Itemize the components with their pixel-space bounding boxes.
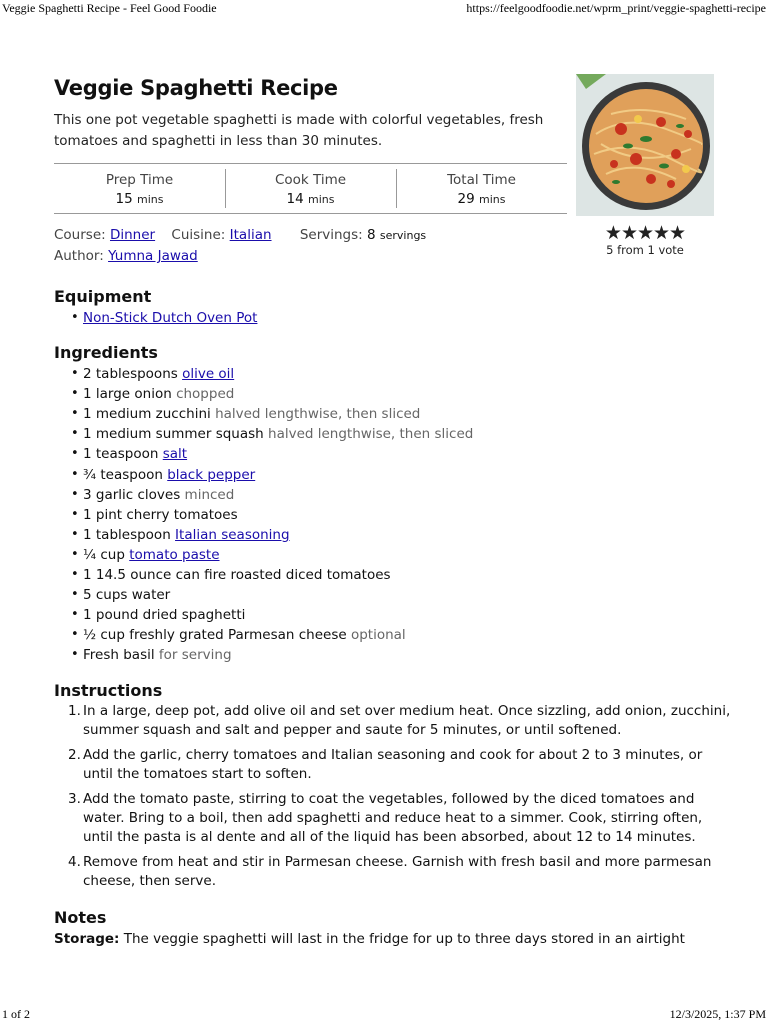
rating-text: 5 from 1 vote — [606, 243, 684, 257]
print-page-url: https://feelgoodfoodie.net/wprm_print/veggie-spaghetti-recipe — [466, 1, 766, 15]
cuisine-link[interactable]: Italian — [229, 227, 272, 243]
prep-time-label: Prep Time — [105, 172, 174, 188]
ingredient-text: 1 14.5 ounce can fire roasted diced tomatoes — [83, 567, 391, 584]
ingredient-text: 2 tablespoons — [83, 366, 183, 383]
print-datetime: 12/3/2025, 1:37 PM — [669, 1007, 766, 1021]
ingredient-text: 1 pound dried spaghetti — [83, 607, 246, 624]
ingredient-item — [54, 384, 734, 404]
prep-time-unit: mins — [137, 193, 164, 206]
ingredient-text: ½ cup freshly grated Parmesan cheese — [83, 627, 347, 644]
step-number: 3. — [68, 790, 81, 807]
total-time-label: Total Time — [447, 172, 516, 188]
ingredient-text: 1 tablespoon — [83, 526, 176, 543]
ingredient-item — [54, 364, 734, 384]
ingredient-note: halved lengthwise, then sliced — [215, 406, 421, 423]
recipe-title: Veggie Spaghetti Recipe — [54, 76, 338, 100]
ingredient-item — [54, 565, 734, 585]
print-page-title: Veggie Spaghetti Recipe - Feel Good Foodie — [2, 1, 217, 15]
cook-time — [225, 164, 396, 213]
equipment-link[interactable]: Non-Stick Dutch Oven Pot — [83, 310, 258, 326]
ingredients-heading: Ingredients — [54, 343, 158, 363]
step-text: Add the garlic, cherry tomatoes and Italian seasoning and cook for about 2 to 3 minutes, or until the tomatoes start to soften. — [83, 746, 703, 782]
ingredient-note: chopped — [176, 386, 235, 403]
ingredient-text: Fresh basil — [83, 647, 155, 664]
ingredient-item — [54, 545, 734, 565]
recipe-times — [54, 163, 567, 214]
ingredient-item — [54, 465, 734, 485]
recipe-summary: This one pot vegetable spaghetti is made with colorful vegetables, fresh tomatoes and spaghetti in less than 30 minutes. — [54, 112, 544, 149]
notes-label: Storage: — [54, 930, 120, 947]
ingredient-item — [54, 525, 734, 545]
ingredient-note: for serving — [158, 647, 232, 664]
ingredient-note: optional — [350, 627, 406, 644]
servings-unit: servings — [379, 229, 427, 242]
course-link[interactable]: Dinner — [109, 227, 156, 243]
ingredient-text: 1 medium zucchini — [83, 406, 211, 423]
spaghetti-pot-image — [576, 74, 714, 216]
ingredient-link[interactable]: salt — [162, 446, 188, 463]
ingredient-link[interactable]: black pepper — [167, 466, 256, 483]
ingredients-list — [54, 364, 734, 665]
cook-time-label: Cook Time — [274, 172, 347, 188]
recipe-photo — [576, 74, 714, 216]
step-number: 4. — [68, 853, 81, 870]
print-footer — [0, 1008, 768, 1024]
ingredients-section — [54, 342, 734, 665]
ingredient-note: halved lengthwise, then sliced — [268, 426, 474, 443]
prep-time-value: 15 — [115, 191, 133, 207]
ingredient-item — [54, 444, 734, 464]
cook-time-unit: mins — [308, 193, 335, 206]
step-text: Add the tomato paste, stirring to coat the vegetables, followed by the diced tomatoes and water. Bring to a boil, then add spaghetti and reduce heat to a simmer. Cook, stirring often, until the pasta is al dente and all of the liquid has been absorbed, about 12 to 14 minutes. — [83, 790, 703, 845]
notes-text — [54, 929, 734, 949]
ingredient-item — [54, 505, 734, 525]
ingredient-item — [54, 605, 734, 625]
page-number: 1 of 2 — [2, 1007, 30, 1021]
recipe-meta — [54, 225, 426, 266]
ingredient-text: ¾ teaspoon — [83, 466, 168, 483]
ingredient-note: minced — [184, 486, 235, 503]
servings-label: Servings: — [299, 227, 363, 243]
step-text: In a large, deep pot, add olive oil and set over medium heat. Once sizzling, add onion, zucchini, summer squash and salt and pepper and saute for 5 minutes, or until softened. — [83, 702, 731, 738]
step-text: Remove from heat and stir in Parmesan cheese. Garnish with fresh basil and more parmesan cheese, then serve. — [83, 853, 712, 889]
ingredient-text: 1 medium summer squash — [83, 426, 264, 443]
author-link[interactable]: Yumna Jawad — [108, 248, 198, 264]
ingredient-item — [54, 645, 734, 665]
notes-heading: Notes — [54, 907, 107, 927]
ingredient-item — [54, 485, 734, 505]
step-number: 2. — [68, 746, 81, 763]
star-rating-icon[interactable]: ★★★★★ — [604, 222, 686, 244]
notes-section — [54, 907, 734, 949]
total-time — [396, 164, 567, 213]
ingredient-text: 1 pint cherry tomatoes — [83, 506, 238, 523]
ingredient-item — [54, 404, 734, 424]
ingredient-text: 1 large onion — [83, 386, 172, 403]
equipment-section — [54, 286, 734, 328]
notes-body: The veggie spaghetti will last in the fridge for up to three days stored in an airtight — [119, 930, 685, 947]
ingredient-text: 1 teaspoon — [83, 446, 163, 463]
ingredient-item — [54, 585, 734, 605]
course-label: Course: — [54, 227, 106, 243]
author-label: Author: — [54, 248, 104, 264]
instructions-heading: Instructions — [54, 680, 163, 700]
list-item — [54, 308, 734, 328]
print-header — [0, 0, 768, 16]
total-time-unit: mins — [479, 193, 506, 206]
ingredient-text: ¼ cup — [83, 546, 130, 563]
cuisine-label: Cuisine: — [171, 227, 226, 243]
equipment-heading: Equipment — [54, 287, 152, 306]
ingredient-item — [54, 625, 734, 645]
ingredient-link[interactable]: olive oil — [182, 366, 235, 383]
ingredient-link[interactable]: tomato paste — [129, 546, 220, 563]
instructions-list — [54, 702, 734, 891]
step-number: 1. — [68, 702, 81, 719]
recipe-content — [54, 286, 734, 961]
instruction-step — [54, 790, 734, 847]
ingredient-text: 3 garlic cloves — [83, 486, 181, 503]
instructions-section — [54, 680, 734, 891]
instruction-step — [54, 702, 734, 740]
ingredient-link[interactable]: Italian seasoning — [175, 526, 290, 543]
recipe-rating — [576, 223, 714, 257]
cook-time-value: 14 — [286, 191, 304, 207]
ingredient-item — [54, 424, 734, 444]
instruction-step — [54, 853, 734, 891]
servings-value: 8 — [367, 227, 376, 243]
total-time-value: 29 — [457, 191, 475, 207]
prep-time — [54, 164, 225, 213]
instruction-step — [54, 746, 734, 784]
equipment-list — [54, 308, 734, 328]
ingredient-text: 5 cups water — [83, 587, 171, 604]
